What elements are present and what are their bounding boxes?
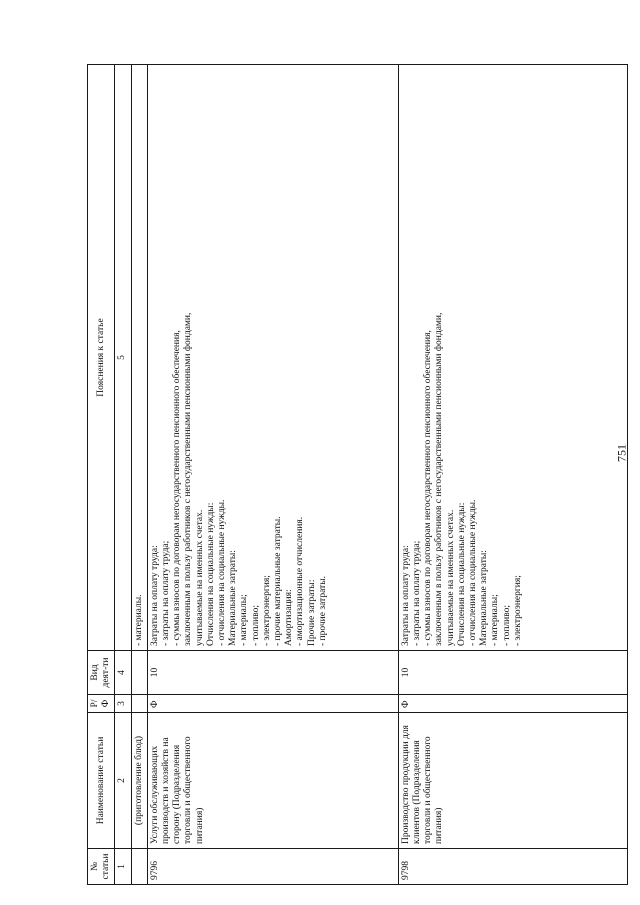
header-activity-type: Вид деят-ти	[88, 651, 115, 695]
article-name: Услуги обслуживающих производств и хозяйств на сторону (Подразделения торговли и общественного питания)	[147, 713, 398, 849]
column-number: 4	[115, 651, 131, 695]
column-number: 3	[115, 695, 131, 713]
header-explanation: Пояснения к статье	[88, 65, 115, 651]
explanation-line: - суммы взносов по договорам негосударственного пенсионного обеспечения,	[172, 330, 183, 646]
column-number: 5	[115, 65, 131, 651]
explanation-line: учитываемые на именных счетах.	[194, 509, 205, 646]
column-number: 1	[115, 849, 131, 885]
explanation-line: - затраты на оплату труда;	[412, 540, 423, 646]
explanation-line: заключенным в пользу работников с негосударственными пенсионными фондами,	[183, 312, 194, 646]
header-article-number: № статьи	[88, 849, 115, 885]
page-number: 751	[614, 444, 629, 462]
article-activity: 10	[398, 651, 627, 695]
article-code: 9796	[147, 849, 398, 885]
explanation-line: - топливо;	[250, 604, 261, 646]
table-row	[131, 65, 147, 885]
article-code	[131, 849, 147, 885]
explanation-line: Затраты на оплату труда:	[400, 545, 411, 646]
explanation-line: - материалы.	[133, 594, 144, 646]
article-rf	[131, 695, 147, 713]
explanation-line: Отчисления на социальные нужды:	[456, 502, 467, 646]
header-article-name: Наименование статьи	[88, 713, 115, 849]
explanation-line: - материалы;	[490, 594, 501, 646]
rotated-page	[87, 65, 619, 885]
table-row	[147, 65, 398, 885]
articles-table	[87, 64, 628, 885]
explanation-line: - электроэнергия;	[512, 575, 523, 646]
explanation-line: Затраты на оплату труда:	[149, 545, 160, 646]
article-rf: Ф	[147, 695, 398, 713]
article-rf: Ф	[398, 695, 627, 713]
explanation-line: - амортизационные отчисления.	[295, 516, 306, 646]
article-explanation	[398, 65, 627, 651]
column-number: 2	[115, 713, 131, 849]
article-name: (приготовление блюд)	[131, 713, 147, 849]
table-row	[398, 65, 627, 885]
explanation-line: Материальные затраты:	[228, 550, 239, 646]
explanation-line: - электроэнергия;	[261, 575, 272, 646]
explanation-line: - прочие материальные затраты.	[273, 516, 284, 646]
explanation-line: - суммы взносов по договорам негосударственного пенсионного обеспечения,	[423, 330, 434, 646]
header-row	[88, 65, 115, 885]
article-activity: 10	[147, 651, 398, 695]
explanation-line: - материалы;	[239, 594, 250, 646]
article-explanation	[131, 65, 147, 651]
explanation-line: Амортизация:	[284, 589, 295, 646]
column-number-row	[115, 65, 131, 885]
explanation-line: заключенным в пользу работников с негосударственными пенсионными фондами,	[434, 312, 445, 646]
explanation-line: Отчисления на социальные нужды:	[205, 502, 216, 646]
explanation-line: Материальные затраты:	[479, 550, 490, 646]
explanation-line: - прочие затраты.	[317, 576, 328, 646]
article-explanation	[147, 65, 398, 651]
explanation-line: учитываемые на именных счетах.	[445, 509, 456, 646]
explanation-line: - топливо;	[501, 604, 512, 646]
explanation-line: - отчисления на социальные нужды.	[217, 499, 228, 646]
article-name: Производство продукции для клиентов (Подразделения торговли и общественного питания)	[398, 713, 627, 849]
explanation-line: Прочие затраты:	[306, 579, 317, 646]
article-code: 9798	[398, 849, 627, 885]
explanation-line: - затраты на оплату труда;	[161, 540, 172, 646]
explanation-line: - отчисления на социальные нужды.	[468, 499, 479, 646]
header-rf: Р/ Ф	[88, 695, 115, 713]
article-activity	[131, 651, 147, 695]
